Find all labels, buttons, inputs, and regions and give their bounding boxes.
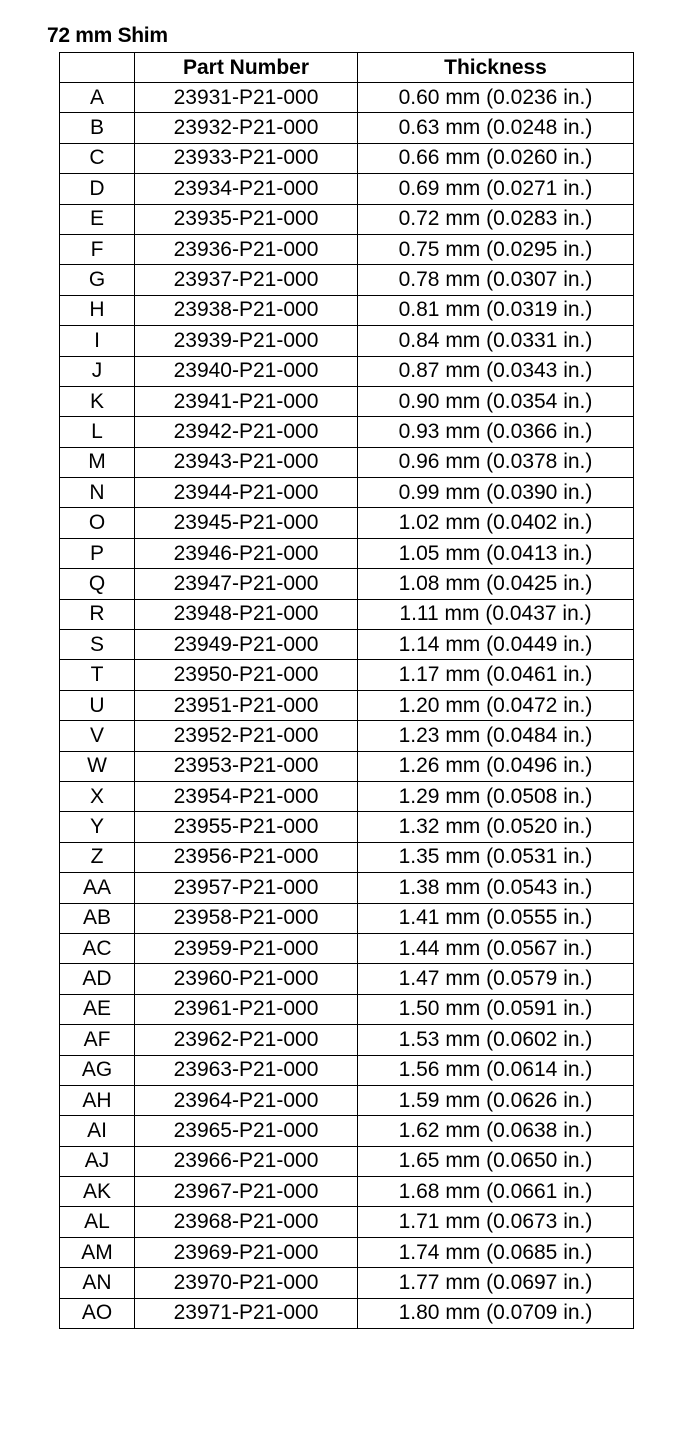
header-thickness: Thickness [358, 53, 634, 83]
part-number-cell: 23966-P21-000 [135, 1146, 358, 1176]
shim-code-cell: AD [60, 964, 135, 994]
table-row [60, 417, 634, 447]
shim-code-cell: AK [60, 1177, 135, 1207]
table-row [60, 630, 634, 660]
shim-code-cell: AJ [60, 1146, 135, 1176]
part-number-cell: 23955-P21-000 [135, 812, 358, 842]
table-row [60, 1146, 634, 1176]
shim-code-cell: V [60, 721, 135, 751]
part-number-cell: 23971-P21-000 [135, 1298, 358, 1328]
part-number-cell: 23963-P21-000 [135, 1055, 358, 1085]
table-body [60, 83, 634, 1329]
table-row [60, 174, 634, 204]
shim-code-cell: AI [60, 1116, 135, 1146]
thickness-cell: 0.63 mm (0.0248 in.) [358, 113, 634, 143]
shim-code-cell: AF [60, 1025, 135, 1055]
shim-code-cell: Q [60, 569, 135, 599]
part-number-cell: 23952-P21-000 [135, 721, 358, 751]
part-number-cell: 23960-P21-000 [135, 964, 358, 994]
page-title: 72 mm Shim [47, 24, 168, 47]
shim-code-cell: H [60, 295, 135, 325]
part-number-cell: 23958-P21-000 [135, 903, 358, 933]
thickness-cell: 0.60 mm (0.0236 in.) [358, 83, 634, 113]
part-number-cell: 23969-P21-000 [135, 1237, 358, 1267]
table-row [60, 1055, 634, 1085]
part-number-cell: 23937-P21-000 [135, 265, 358, 295]
part-number-cell: 23949-P21-000 [135, 630, 358, 660]
thickness-cell: 0.81 mm (0.0319 in.) [358, 295, 634, 325]
thickness-cell: 1.08 mm (0.0425 in.) [358, 569, 634, 599]
shim-code-cell: AH [60, 1085, 135, 1115]
part-number-cell: 23965-P21-000 [135, 1116, 358, 1146]
shim-table [59, 52, 634, 1329]
table-row [60, 842, 634, 872]
thickness-cell: 1.14 mm (0.0449 in.) [358, 630, 634, 660]
thickness-cell: 0.96 mm (0.0378 in.) [358, 447, 634, 477]
thickness-cell: 1.20 mm (0.0472 in.) [358, 690, 634, 720]
thickness-cell: 0.84 mm (0.0331 in.) [358, 326, 634, 356]
thickness-cell: 1.77 mm (0.0697 in.) [358, 1268, 634, 1298]
table-row [60, 326, 634, 356]
part-number-cell: 23941-P21-000 [135, 386, 358, 416]
shim-code-cell: T [60, 660, 135, 690]
shim-code-cell: AL [60, 1207, 135, 1237]
table-header [60, 53, 634, 83]
thickness-cell: 1.29 mm (0.0508 in.) [358, 781, 634, 811]
part-number-cell: 23945-P21-000 [135, 508, 358, 538]
thickness-cell: 0.69 mm (0.0271 in.) [358, 174, 634, 204]
part-number-cell: 23933-P21-000 [135, 143, 358, 173]
shim-code-cell: AA [60, 873, 135, 903]
table-row [60, 83, 634, 113]
part-number-cell: 23961-P21-000 [135, 994, 358, 1024]
header-code [60, 53, 135, 83]
shim-code-cell: D [60, 174, 135, 204]
table-row [60, 599, 634, 629]
part-number-cell: 23957-P21-000 [135, 873, 358, 903]
table-row [60, 721, 634, 751]
shim-code-cell: F [60, 234, 135, 264]
thickness-cell: 1.50 mm (0.0591 in.) [358, 994, 634, 1024]
thickness-cell: 1.26 mm (0.0496 in.) [358, 751, 634, 781]
part-number-cell: 23946-P21-000 [135, 538, 358, 568]
thickness-cell: 1.35 mm (0.0531 in.) [358, 842, 634, 872]
thickness-cell: 1.41 mm (0.0555 in.) [358, 903, 634, 933]
thickness-cell: 1.47 mm (0.0579 in.) [358, 964, 634, 994]
shim-code-cell: E [60, 204, 135, 234]
part-number-cell: 23970-P21-000 [135, 1268, 358, 1298]
shim-code-cell: Z [60, 842, 135, 872]
thickness-cell: 1.68 mm (0.0661 in.) [358, 1177, 634, 1207]
part-number-cell: 23950-P21-000 [135, 660, 358, 690]
thickness-cell: 0.66 mm (0.0260 in.) [358, 143, 634, 173]
thickness-cell: 1.62 mm (0.0638 in.) [358, 1116, 634, 1146]
shim-code-cell: I [60, 326, 135, 356]
part-number-cell: 23964-P21-000 [135, 1085, 358, 1115]
table-row [60, 447, 634, 477]
shim-code-cell: S [60, 630, 135, 660]
shim-code-cell: M [60, 447, 135, 477]
shim-code-cell: AM [60, 1237, 135, 1267]
part-number-cell: 23951-P21-000 [135, 690, 358, 720]
header-part-number: Part Number [135, 53, 358, 83]
shim-code-cell: O [60, 508, 135, 538]
shim-code-cell: B [60, 113, 135, 143]
shim-code-cell: G [60, 265, 135, 295]
shim-code-cell: L [60, 417, 135, 447]
table-row [60, 1207, 634, 1237]
part-number-cell: 23934-P21-000 [135, 174, 358, 204]
part-number-cell: 23948-P21-000 [135, 599, 358, 629]
part-number-cell: 23939-P21-000 [135, 326, 358, 356]
part-number-cell: 23956-P21-000 [135, 842, 358, 872]
table-row [60, 478, 634, 508]
table-row [60, 964, 634, 994]
part-number-cell: 23954-P21-000 [135, 781, 358, 811]
table-row [60, 1298, 634, 1328]
thickness-cell: 1.11 mm (0.0437 in.) [358, 599, 634, 629]
thickness-cell: 1.17 mm (0.0461 in.) [358, 660, 634, 690]
table-row [60, 903, 634, 933]
shim-code-cell: C [60, 143, 135, 173]
shim-code-cell: AO [60, 1298, 135, 1328]
table-row [60, 1237, 634, 1267]
table-row [60, 113, 634, 143]
shim-code-cell: J [60, 356, 135, 386]
part-number-cell: 23967-P21-000 [135, 1177, 358, 1207]
shim-code-cell: AB [60, 903, 135, 933]
shim-code-cell: A [60, 83, 135, 113]
shim-code-cell: N [60, 478, 135, 508]
shim-code-cell: AC [60, 933, 135, 963]
thickness-cell: 1.80 mm (0.0709 in.) [358, 1298, 634, 1328]
part-number-cell: 23936-P21-000 [135, 234, 358, 264]
thickness-cell: 1.59 mm (0.0626 in.) [358, 1085, 634, 1115]
part-number-cell: 23968-P21-000 [135, 1207, 358, 1237]
shim-code-cell: P [60, 538, 135, 568]
part-number-cell: 23947-P21-000 [135, 569, 358, 599]
thickness-cell: 1.65 mm (0.0650 in.) [358, 1146, 634, 1176]
table-row [60, 660, 634, 690]
table-row [60, 933, 634, 963]
table-row [60, 508, 634, 538]
table-row [60, 569, 634, 599]
table-row [60, 812, 634, 842]
shim-code-cell: W [60, 751, 135, 781]
table-row [60, 873, 634, 903]
shim-code-cell: AE [60, 994, 135, 1024]
table-row [60, 1116, 634, 1146]
shim-code-cell: X [60, 781, 135, 811]
part-number-cell: 23953-P21-000 [135, 751, 358, 781]
thickness-cell: 0.99 mm (0.0390 in.) [358, 478, 634, 508]
thickness-cell: 1.53 mm (0.0602 in.) [358, 1025, 634, 1055]
part-number-cell: 23942-P21-000 [135, 417, 358, 447]
table-row [60, 204, 634, 234]
table-row [60, 690, 634, 720]
thickness-cell: 0.93 mm (0.0366 in.) [358, 417, 634, 447]
thickness-cell: 0.72 mm (0.0283 in.) [358, 204, 634, 234]
shim-code-cell: Y [60, 812, 135, 842]
table-row [60, 386, 634, 416]
table-row [60, 1268, 634, 1298]
thickness-cell: 1.02 mm (0.0402 in.) [358, 508, 634, 538]
table-row [60, 143, 634, 173]
thickness-cell: 0.78 mm (0.0307 in.) [358, 265, 634, 295]
header-row [60, 53, 634, 83]
thickness-cell: 1.56 mm (0.0614 in.) [358, 1055, 634, 1085]
table-row [60, 1025, 634, 1055]
part-number-cell: 23944-P21-000 [135, 478, 358, 508]
part-number-cell: 23940-P21-000 [135, 356, 358, 386]
shim-code-cell: AG [60, 1055, 135, 1085]
table-row [60, 994, 634, 1024]
table-row [60, 751, 634, 781]
thickness-cell: 1.71 mm (0.0673 in.) [358, 1207, 634, 1237]
thickness-cell: 0.87 mm (0.0343 in.) [358, 356, 634, 386]
table-row [60, 781, 634, 811]
table-row [60, 356, 634, 386]
shim-code-cell: AN [60, 1268, 135, 1298]
table-row [60, 234, 634, 264]
part-number-cell: 23932-P21-000 [135, 113, 358, 143]
thickness-cell: 1.38 mm (0.0543 in.) [358, 873, 634, 903]
thickness-cell: 1.23 mm (0.0484 in.) [358, 721, 634, 751]
table-row [60, 1177, 634, 1207]
thickness-cell: 1.44 mm (0.0567 in.) [358, 933, 634, 963]
thickness-cell: 1.74 mm (0.0685 in.) [358, 1237, 634, 1267]
part-number-cell: 23962-P21-000 [135, 1025, 358, 1055]
thickness-cell: 0.90 mm (0.0354 in.) [358, 386, 634, 416]
thickness-cell: 0.75 mm (0.0295 in.) [358, 234, 634, 264]
shim-code-cell: R [60, 599, 135, 629]
thickness-cell: 1.05 mm (0.0413 in.) [358, 538, 634, 568]
shim-code-cell: U [60, 690, 135, 720]
part-number-cell: 23938-P21-000 [135, 295, 358, 325]
thickness-cell: 1.32 mm (0.0520 in.) [358, 812, 634, 842]
table-row [60, 538, 634, 568]
shim-code-cell: K [60, 386, 135, 416]
table-row [60, 1085, 634, 1115]
table-row [60, 295, 634, 325]
part-number-cell: 23931-P21-000 [135, 83, 358, 113]
part-number-cell: 23935-P21-000 [135, 204, 358, 234]
part-number-cell: 23943-P21-000 [135, 447, 358, 477]
part-number-cell: 23959-P21-000 [135, 933, 358, 963]
table-row [60, 265, 634, 295]
